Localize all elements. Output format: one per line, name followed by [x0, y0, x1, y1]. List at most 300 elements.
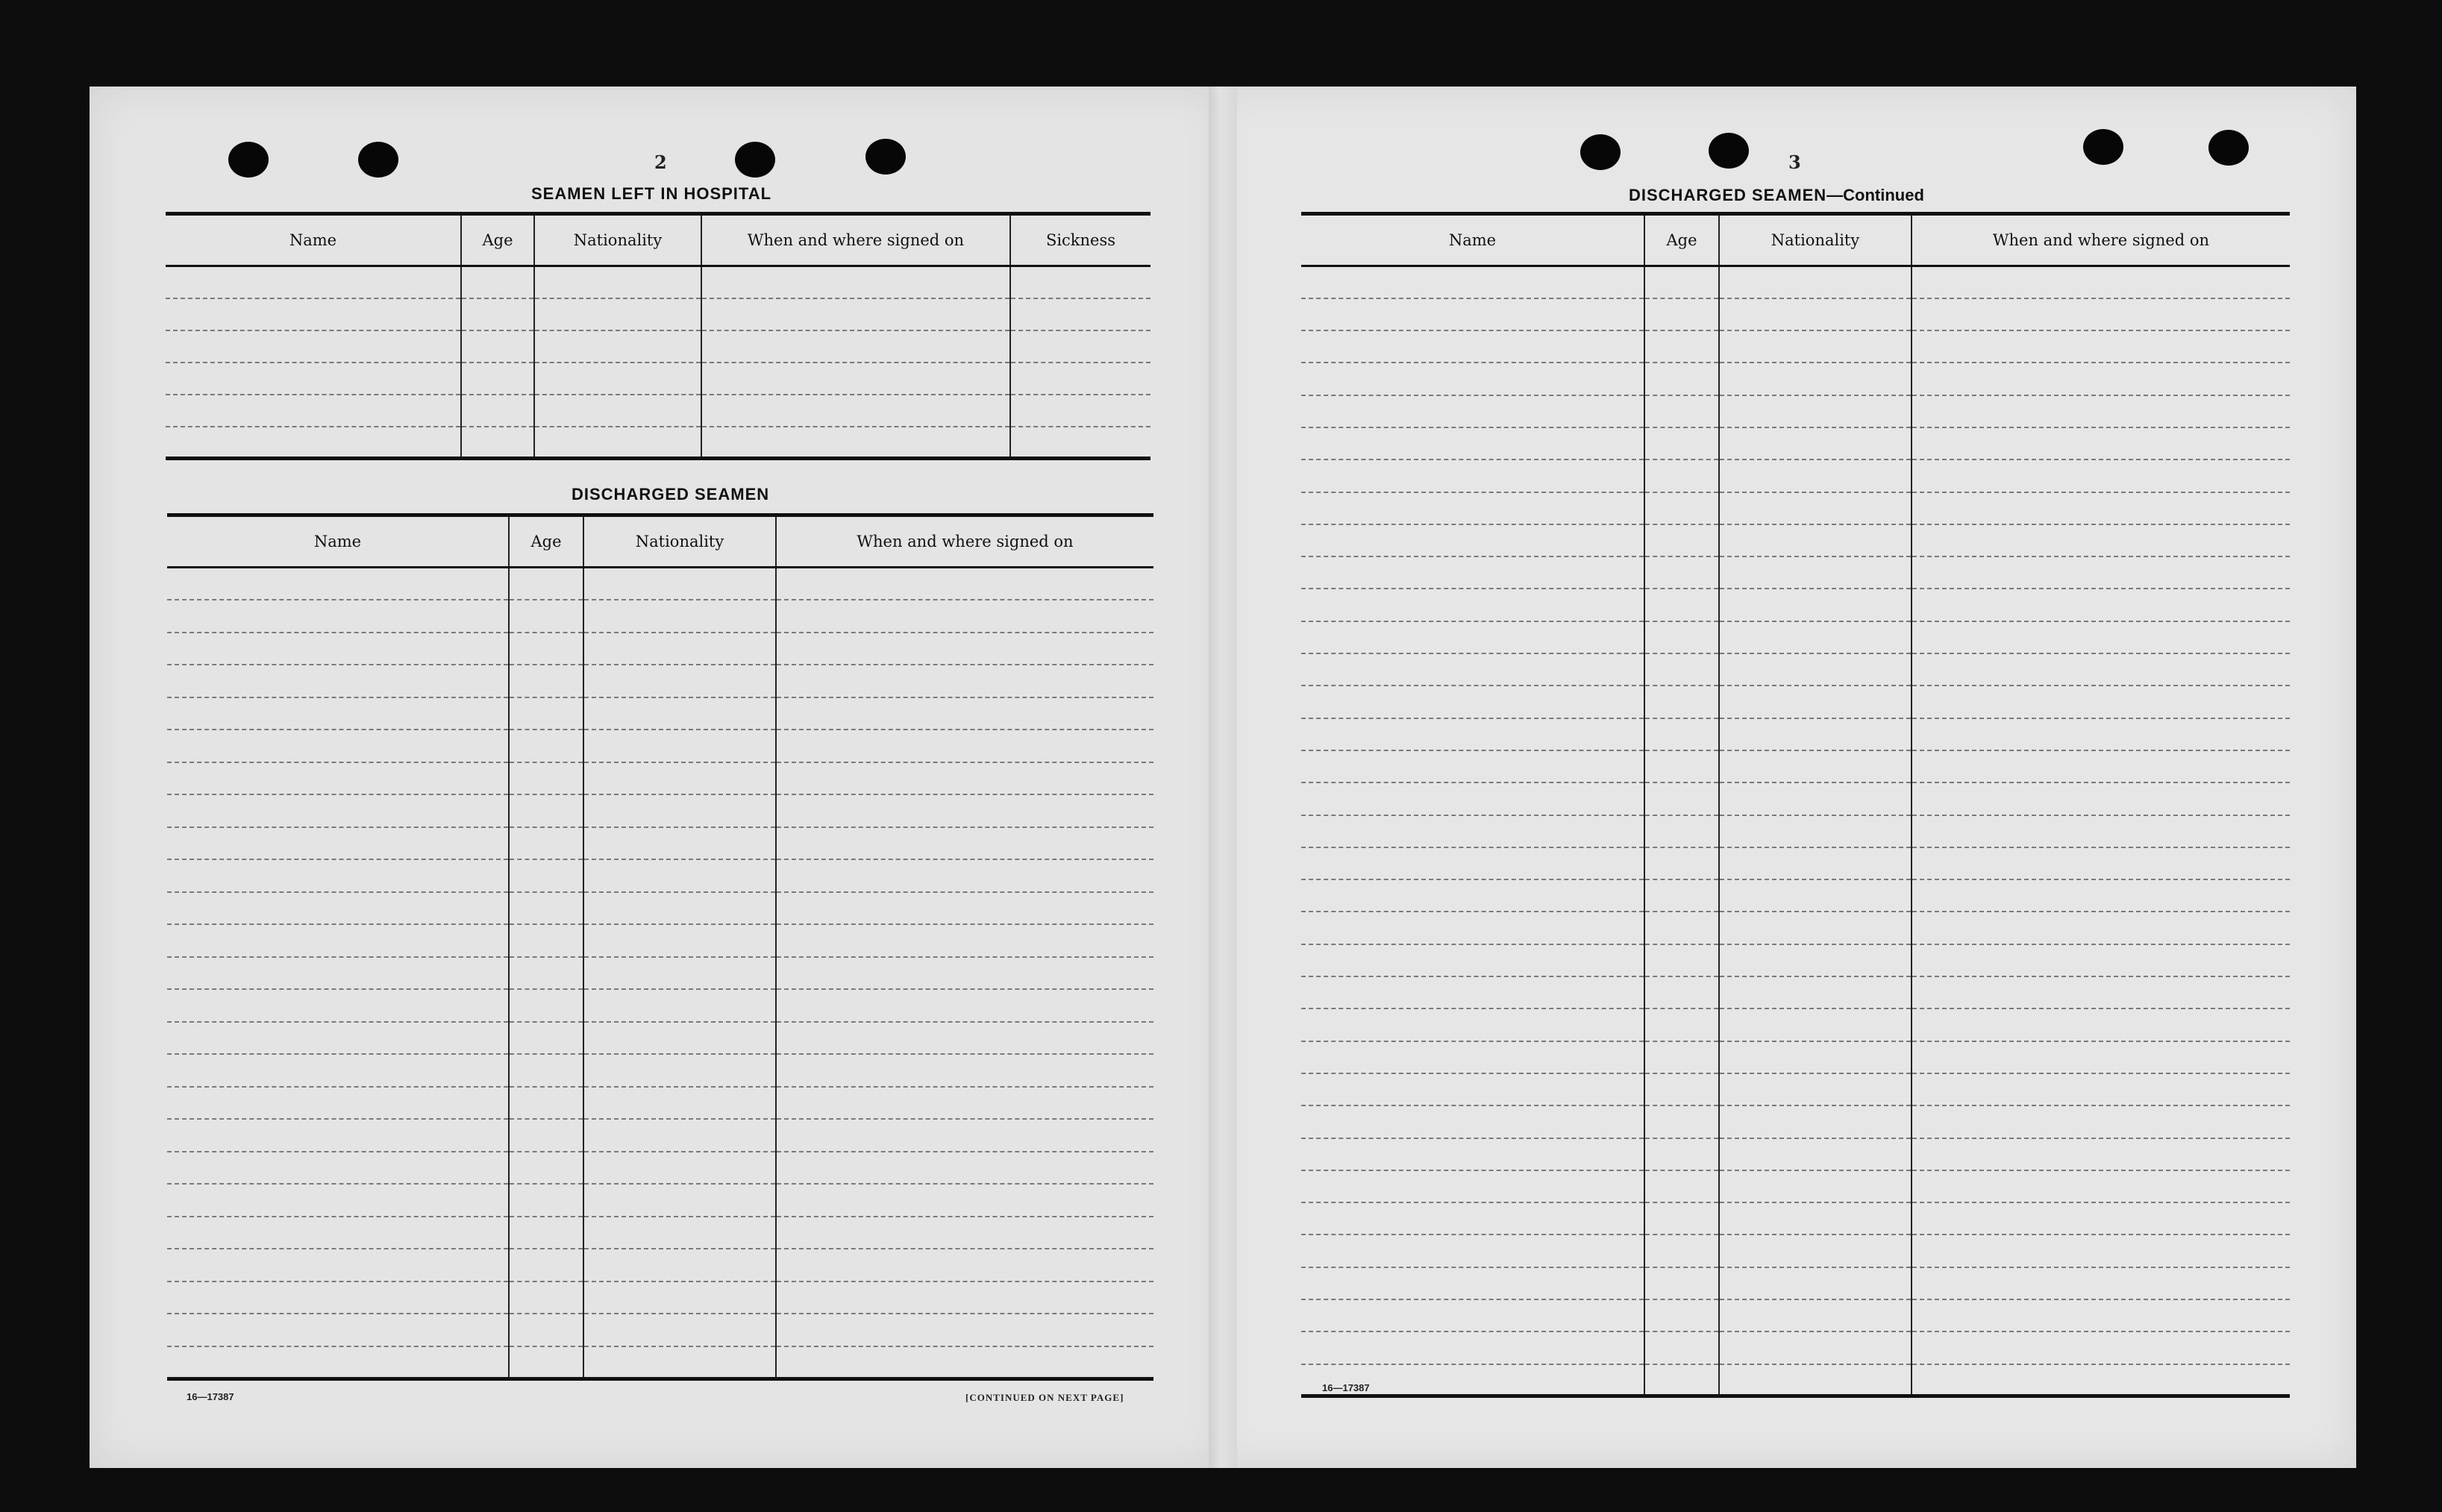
table-cell[interactable] — [1644, 492, 1719, 524]
table-cell[interactable] — [776, 1282, 1153, 1314]
table-cell[interactable] — [1719, 1138, 1912, 1170]
table-cell[interactable] — [1719, 1331, 1912, 1364]
table-cell[interactable] — [1719, 1235, 1912, 1267]
table-cell[interactable] — [509, 1346, 583, 1379]
table-cell[interactable] — [461, 330, 534, 363]
col-header-signed-on: When and where signed on — [701, 214, 1010, 266]
table-cell[interactable] — [1301, 815, 1644, 847]
table-cell[interactable] — [1644, 1008, 1719, 1041]
table-cell[interactable] — [776, 892, 1153, 925]
table-cell[interactable] — [583, 827, 776, 860]
table-cell[interactable] — [166, 395, 461, 427]
table-cell[interactable] — [583, 924, 776, 957]
table-row — [167, 989, 1153, 1022]
table-cell[interactable] — [166, 330, 461, 363]
left-page-number: 2 — [654, 151, 667, 173]
table-cell[interactable] — [776, 1249, 1153, 1282]
table-cell[interactable] — [1644, 912, 1719, 944]
table-cell[interactable] — [1912, 524, 2290, 556]
table-cell[interactable] — [509, 1054, 583, 1087]
table-cell[interactable] — [167, 665, 509, 697]
table-row — [1301, 556, 2290, 589]
table-cell[interactable] — [1644, 1331, 1719, 1364]
table-row — [167, 730, 1153, 762]
table-cell[interactable] — [1644, 556, 1719, 589]
table-cell[interactable] — [776, 1054, 1153, 1087]
table-cell[interactable] — [1301, 1041, 1644, 1073]
table-cell[interactable] — [1719, 363, 1912, 395]
table-cell[interactable] — [583, 1346, 776, 1379]
table-cell[interactable] — [776, 730, 1153, 762]
table-cell[interactable] — [1301, 1105, 1644, 1138]
table-cell[interactable] — [1912, 427, 2290, 459]
table-cell[interactable] — [701, 266, 1010, 298]
table-cell[interactable] — [583, 600, 776, 633]
table-cell[interactable] — [1719, 976, 1912, 1008]
table-cell[interactable] — [534, 395, 701, 427]
table-cell[interactable] — [461, 427, 534, 459]
table-cell[interactable] — [167, 1249, 509, 1282]
table-cell[interactable] — [167, 730, 509, 762]
table-cell[interactable] — [701, 363, 1010, 395]
table-cell[interactable] — [167, 1184, 509, 1217]
table-cell[interactable] — [1301, 1008, 1644, 1041]
table-row — [1301, 1364, 2290, 1396]
table-row — [1301, 589, 2290, 621]
table-row — [1301, 1008, 2290, 1041]
table-cell[interactable] — [1912, 1170, 2290, 1202]
table-cell[interactable] — [1644, 750, 1719, 782]
table-row — [167, 1346, 1153, 1379]
table-cell[interactable] — [1010, 395, 1150, 427]
table-cell[interactable] — [167, 892, 509, 925]
table-cell[interactable] — [167, 1217, 509, 1249]
table-cell[interactable] — [1719, 459, 1912, 492]
table-cell[interactable] — [1301, 686, 1644, 718]
table-cell[interactable] — [1301, 879, 1644, 912]
table-cell[interactable] — [1912, 944, 2290, 976]
table-cell[interactable] — [1719, 621, 1912, 653]
table-cell[interactable] — [1301, 524, 1644, 556]
table-cell[interactable] — [583, 794, 776, 827]
table-cell[interactable] — [509, 924, 583, 957]
table-cell[interactable] — [1912, 1105, 2290, 1138]
table-cell[interactable] — [1301, 1073, 1644, 1105]
table-cell[interactable] — [1644, 1235, 1719, 1267]
table-cell[interactable] — [509, 1022, 583, 1055]
col-header-sickness: Sickness — [1010, 214, 1150, 266]
table-cell[interactable] — [509, 1087, 583, 1120]
table-cell[interactable] — [509, 1184, 583, 1217]
table-cell[interactable] — [1644, 879, 1719, 912]
table-cell[interactable] — [166, 363, 461, 395]
table-cell[interactable] — [1644, 847, 1719, 879]
table-cell[interactable] — [1301, 395, 1644, 427]
table-cell[interactable] — [509, 989, 583, 1022]
table-cell[interactable] — [1719, 1299, 1912, 1331]
table-cell[interactable] — [1912, 686, 2290, 718]
table-cell[interactable] — [1644, 266, 1719, 298]
table-cell[interactable] — [1301, 427, 1644, 459]
table-cell[interactable] — [167, 1087, 509, 1120]
table-cell[interactable] — [1719, 492, 1912, 524]
table-cell[interactable] — [1301, 782, 1644, 815]
table-cell[interactable] — [1719, 524, 1912, 556]
table-cell[interactable] — [1912, 782, 2290, 815]
table-cell[interactable] — [1912, 363, 2290, 395]
table-cell[interactable] — [167, 1314, 509, 1346]
table-cell[interactable] — [1644, 1170, 1719, 1202]
table-cell[interactable] — [1912, 815, 2290, 847]
table-cell[interactable] — [509, 827, 583, 860]
table-cell[interactable] — [1912, 298, 2290, 330]
table-row — [166, 427, 1150, 459]
table-cell[interactable] — [1301, 1331, 1644, 1364]
table-cell[interactable] — [583, 1022, 776, 1055]
table-cell[interactable] — [1301, 459, 1644, 492]
table-cell[interactable] — [1719, 750, 1912, 782]
discharged-continued-title — [1629, 186, 1924, 205]
col-header-name: Name — [1301, 214, 1644, 266]
table-cell[interactable] — [509, 762, 583, 795]
table-cell[interactable] — [1644, 1267, 1719, 1299]
table-cell[interactable] — [1644, 944, 1719, 976]
table-cell[interactable] — [167, 600, 509, 633]
table-cell[interactable] — [1301, 750, 1644, 782]
table-cell[interactable] — [1644, 524, 1719, 556]
table-cell[interactable] — [1644, 686, 1719, 718]
table-cell[interactable] — [1644, 395, 1719, 427]
table-cell[interactable] — [509, 1249, 583, 1282]
table-cell[interactable] — [1719, 653, 1912, 686]
table-cell[interactable] — [534, 427, 701, 459]
table-cell[interactable] — [461, 266, 534, 298]
table-cell[interactable] — [1301, 653, 1644, 686]
table-cell[interactable] — [167, 633, 509, 665]
table-cell[interactable] — [461, 298, 534, 330]
table-cell[interactable] — [583, 892, 776, 925]
table-cell[interactable] — [1912, 1364, 2290, 1396]
table-cell[interactable] — [509, 892, 583, 925]
table-cell[interactable] — [167, 1022, 509, 1055]
table-cell[interactable] — [583, 989, 776, 1022]
table-cell[interactable] — [1301, 330, 1644, 363]
table-cell[interactable] — [701, 395, 1010, 427]
table-cell[interactable] — [1301, 589, 1644, 621]
table-cell[interactable] — [583, 957, 776, 990]
table-cell[interactable] — [1912, 1073, 2290, 1105]
table-cell[interactable] — [1644, 1073, 1719, 1105]
table-cell[interactable] — [1301, 912, 1644, 944]
table-cell[interactable] — [1644, 1364, 1719, 1396]
table-cell[interactable] — [166, 427, 461, 459]
table-cell[interactable] — [776, 1184, 1153, 1217]
table-cell[interactable] — [1719, 879, 1912, 912]
table-cell[interactable] — [534, 266, 701, 298]
table-cell[interactable] — [167, 568, 509, 600]
table-cell[interactable] — [509, 1119, 583, 1152]
table-cell[interactable] — [1719, 1041, 1912, 1073]
table-cell[interactable] — [776, 1087, 1153, 1120]
table-cell[interactable] — [509, 665, 583, 697]
table-cell[interactable] — [1719, 427, 1912, 459]
table-cell[interactable] — [1912, 492, 2290, 524]
table-row — [1301, 427, 2290, 459]
table-cell[interactable] — [776, 1314, 1153, 1346]
table-row — [167, 1314, 1153, 1346]
table-cell[interactable] — [1912, 1235, 2290, 1267]
table-cell[interactable] — [1719, 1364, 1912, 1396]
table-cell[interactable] — [1912, 330, 2290, 363]
table-cell[interactable] — [776, 827, 1153, 860]
table-cell[interactable] — [167, 1282, 509, 1314]
table-cell[interactable] — [1719, 589, 1912, 621]
table-cell[interactable] — [1644, 589, 1719, 621]
table-cell[interactable] — [1301, 976, 1644, 1008]
col-header-nationality: Nationality — [583, 515, 776, 568]
table-cell[interactable] — [1301, 1202, 1644, 1235]
table-cell[interactable] — [776, 989, 1153, 1022]
table-cell[interactable] — [776, 924, 1153, 957]
table-cell[interactable] — [509, 730, 583, 762]
table-cell[interactable] — [509, 633, 583, 665]
table-cell[interactable] — [583, 1054, 776, 1087]
table-cell[interactable] — [1719, 1073, 1912, 1105]
table-cell[interactable] — [1644, 330, 1719, 363]
table-cell[interactable] — [1644, 298, 1719, 330]
table-cell[interactable] — [167, 827, 509, 860]
table-cell[interactable] — [1912, 459, 2290, 492]
table-cell[interactable] — [1912, 589, 2290, 621]
table-cell[interactable] — [1644, 653, 1719, 686]
table-cell[interactable] — [1719, 556, 1912, 589]
table-cell[interactable] — [1912, 718, 2290, 750]
table-cell[interactable] — [776, 762, 1153, 795]
table-cell[interactable] — [1301, 718, 1644, 750]
table-cell[interactable] — [1301, 1235, 1644, 1267]
table-cell[interactable] — [583, 633, 776, 665]
table-cell[interactable] — [166, 298, 461, 330]
table-cell[interactable] — [166, 266, 461, 298]
table-cell[interactable] — [583, 1314, 776, 1346]
table-cell[interactable] — [1719, 944, 1912, 976]
table-cell[interactable] — [1301, 847, 1644, 879]
table-cell[interactable] — [1912, 621, 2290, 653]
table-cell[interactable] — [1644, 1202, 1719, 1235]
table-cell[interactable] — [776, 665, 1153, 697]
hospital-table — [166, 212, 1150, 460]
table-cell[interactable] — [701, 427, 1010, 459]
table-cell[interactable] — [509, 697, 583, 730]
table-cell[interactable] — [776, 1022, 1153, 1055]
table-cell[interactable] — [701, 330, 1010, 363]
table-cell[interactable] — [1301, 621, 1644, 653]
table-cell[interactable] — [583, 697, 776, 730]
table-cell[interactable] — [1912, 1041, 2290, 1073]
table-cell[interactable] — [1719, 847, 1912, 879]
table-cell[interactable] — [1644, 718, 1719, 750]
table-cell[interactable] — [1912, 847, 2290, 879]
page-gutter — [1209, 87, 1237, 1468]
table-cell[interactable] — [1719, 1105, 1912, 1138]
table-cell[interactable] — [1301, 556, 1644, 589]
table-cell[interactable] — [167, 1119, 509, 1152]
table-cell[interactable] — [1301, 266, 1644, 298]
table-cell[interactable] — [1912, 1267, 2290, 1299]
table-row — [167, 794, 1153, 827]
table-cell[interactable] — [1719, 782, 1912, 815]
table-cell[interactable] — [583, 1087, 776, 1120]
table-cell[interactable] — [583, 1249, 776, 1282]
table-cell[interactable] — [167, 989, 509, 1022]
table-cell[interactable] — [1719, 330, 1912, 363]
table-cell[interactable] — [509, 1152, 583, 1185]
discharged-continued-table — [1301, 212, 2290, 1398]
table-cell[interactable] — [1301, 298, 1644, 330]
table-cell[interactable] — [776, 957, 1153, 990]
table-cell[interactable] — [167, 1054, 509, 1087]
table-cell[interactable] — [1644, 459, 1719, 492]
table-row — [167, 924, 1153, 957]
table-cell[interactable] — [1301, 1170, 1644, 1202]
table-row — [167, 859, 1153, 892]
table-cell[interactable] — [583, 1152, 776, 1185]
table-cell[interactable] — [776, 794, 1153, 827]
table-cell[interactable] — [509, 1282, 583, 1314]
table-cell[interactable] — [583, 665, 776, 697]
table-cell[interactable] — [583, 1282, 776, 1314]
table-cell[interactable] — [583, 568, 776, 600]
table-cell[interactable] — [534, 298, 701, 330]
table-cell[interactable] — [1719, 912, 1912, 944]
table-cell[interactable] — [1010, 330, 1150, 363]
table-cell[interactable] — [1644, 815, 1719, 847]
table-cell[interactable] — [1644, 427, 1719, 459]
table-cell[interactable] — [509, 1314, 583, 1346]
table-cell[interactable] — [583, 859, 776, 892]
table-cell[interactable] — [1644, 976, 1719, 1008]
table-cell[interactable] — [1912, 879, 2290, 912]
table-cell[interactable] — [776, 1119, 1153, 1152]
table-cell[interactable] — [776, 859, 1153, 892]
table-row — [1301, 750, 2290, 782]
table-cell[interactable] — [1301, 944, 1644, 976]
col-header-nationality: Nationality — [534, 214, 701, 266]
table-cell[interactable] — [1912, 266, 2290, 298]
table-cell[interactable] — [776, 1346, 1153, 1379]
table-cell[interactable] — [583, 1184, 776, 1217]
table-cell[interactable] — [509, 957, 583, 990]
table-cell[interactable] — [167, 957, 509, 990]
table-cell[interactable] — [167, 859, 509, 892]
table-cell[interactable] — [1644, 782, 1719, 815]
table-cell[interactable] — [1912, 556, 2290, 589]
table-cell[interactable] — [509, 1217, 583, 1249]
table-cell[interactable] — [167, 1346, 509, 1379]
table-cell[interactable] — [1912, 1008, 2290, 1041]
table-cell[interactable] — [1912, 1138, 2290, 1170]
table-cell[interactable] — [461, 363, 534, 395]
col-header-signed-on: When and where signed on — [1912, 214, 2290, 266]
table-cell[interactable] — [509, 568, 583, 600]
table-row — [1301, 718, 2290, 750]
table-cell[interactable] — [1719, 815, 1912, 847]
table-row — [1301, 1202, 2290, 1235]
table-cell[interactable] — [1912, 1299, 2290, 1331]
table-cell[interactable] — [776, 568, 1153, 600]
table-cell[interactable] — [167, 794, 509, 827]
table-cell[interactable] — [1912, 1202, 2290, 1235]
table-cell[interactable] — [1719, 686, 1912, 718]
table-cell[interactable] — [1301, 1138, 1644, 1170]
table-cell[interactable] — [1912, 1331, 2290, 1364]
table-cell[interactable] — [534, 330, 701, 363]
table-cell[interactable] — [583, 1217, 776, 1249]
table-cell[interactable] — [1301, 1299, 1644, 1331]
table-cell[interactable] — [509, 859, 583, 892]
table-cell[interactable] — [1912, 395, 2290, 427]
table-row — [1301, 653, 2290, 686]
table-cell[interactable] — [1719, 1008, 1912, 1041]
table-cell[interactable] — [1719, 1170, 1912, 1202]
table-cell[interactable] — [1644, 363, 1719, 395]
table-cell[interactable] — [776, 697, 1153, 730]
table-cell[interactable] — [1301, 1267, 1644, 1299]
table-cell[interactable] — [1719, 718, 1912, 750]
table-cell[interactable] — [509, 600, 583, 633]
table-cell[interactable] — [1912, 976, 2290, 1008]
table-cell[interactable] — [1719, 1202, 1912, 1235]
table-cell[interactable] — [1719, 1267, 1912, 1299]
table-cell[interactable] — [167, 1152, 509, 1185]
table-cell[interactable] — [776, 1152, 1153, 1185]
table-cell[interactable] — [701, 298, 1010, 330]
table-cell[interactable] — [1719, 266, 1912, 298]
table-row — [1301, 492, 2290, 524]
table-cell[interactable] — [167, 762, 509, 795]
table-cell[interactable] — [1912, 912, 2290, 944]
table-cell[interactable] — [583, 1119, 776, 1152]
table-cell[interactable] — [583, 762, 776, 795]
table-cell[interactable] — [534, 363, 701, 395]
table-cell[interactable] — [1644, 1105, 1719, 1138]
table-cell[interactable] — [1010, 363, 1150, 395]
table-cell[interactable] — [1301, 363, 1644, 395]
table-cell[interactable] — [1912, 750, 2290, 782]
table-cell[interactable] — [1719, 298, 1912, 330]
table-cell[interactable] — [461, 395, 534, 427]
table-cell[interactable] — [167, 924, 509, 957]
table-cell[interactable] — [1010, 266, 1150, 298]
table-cell[interactable] — [167, 697, 509, 730]
table-cell[interactable] — [776, 1217, 1153, 1249]
table-cell[interactable] — [1301, 492, 1644, 524]
table-cell[interactable] — [1644, 1138, 1719, 1170]
punch-hole — [2208, 130, 2249, 166]
table-cell[interactable] — [1644, 1299, 1719, 1331]
table-row — [1301, 686, 2290, 718]
table-cell[interactable] — [1719, 395, 1912, 427]
table-cell[interactable] — [1644, 1041, 1719, 1073]
table-cell[interactable] — [509, 794, 583, 827]
table-cell[interactable] — [776, 633, 1153, 665]
table-cell[interactable] — [776, 600, 1153, 633]
table-cell[interactable] — [583, 730, 776, 762]
table-cell[interactable] — [1010, 427, 1150, 459]
table-cell[interactable] — [1010, 298, 1150, 330]
table-cell[interactable] — [1644, 621, 1719, 653]
table-cell[interactable] — [1912, 653, 2290, 686]
